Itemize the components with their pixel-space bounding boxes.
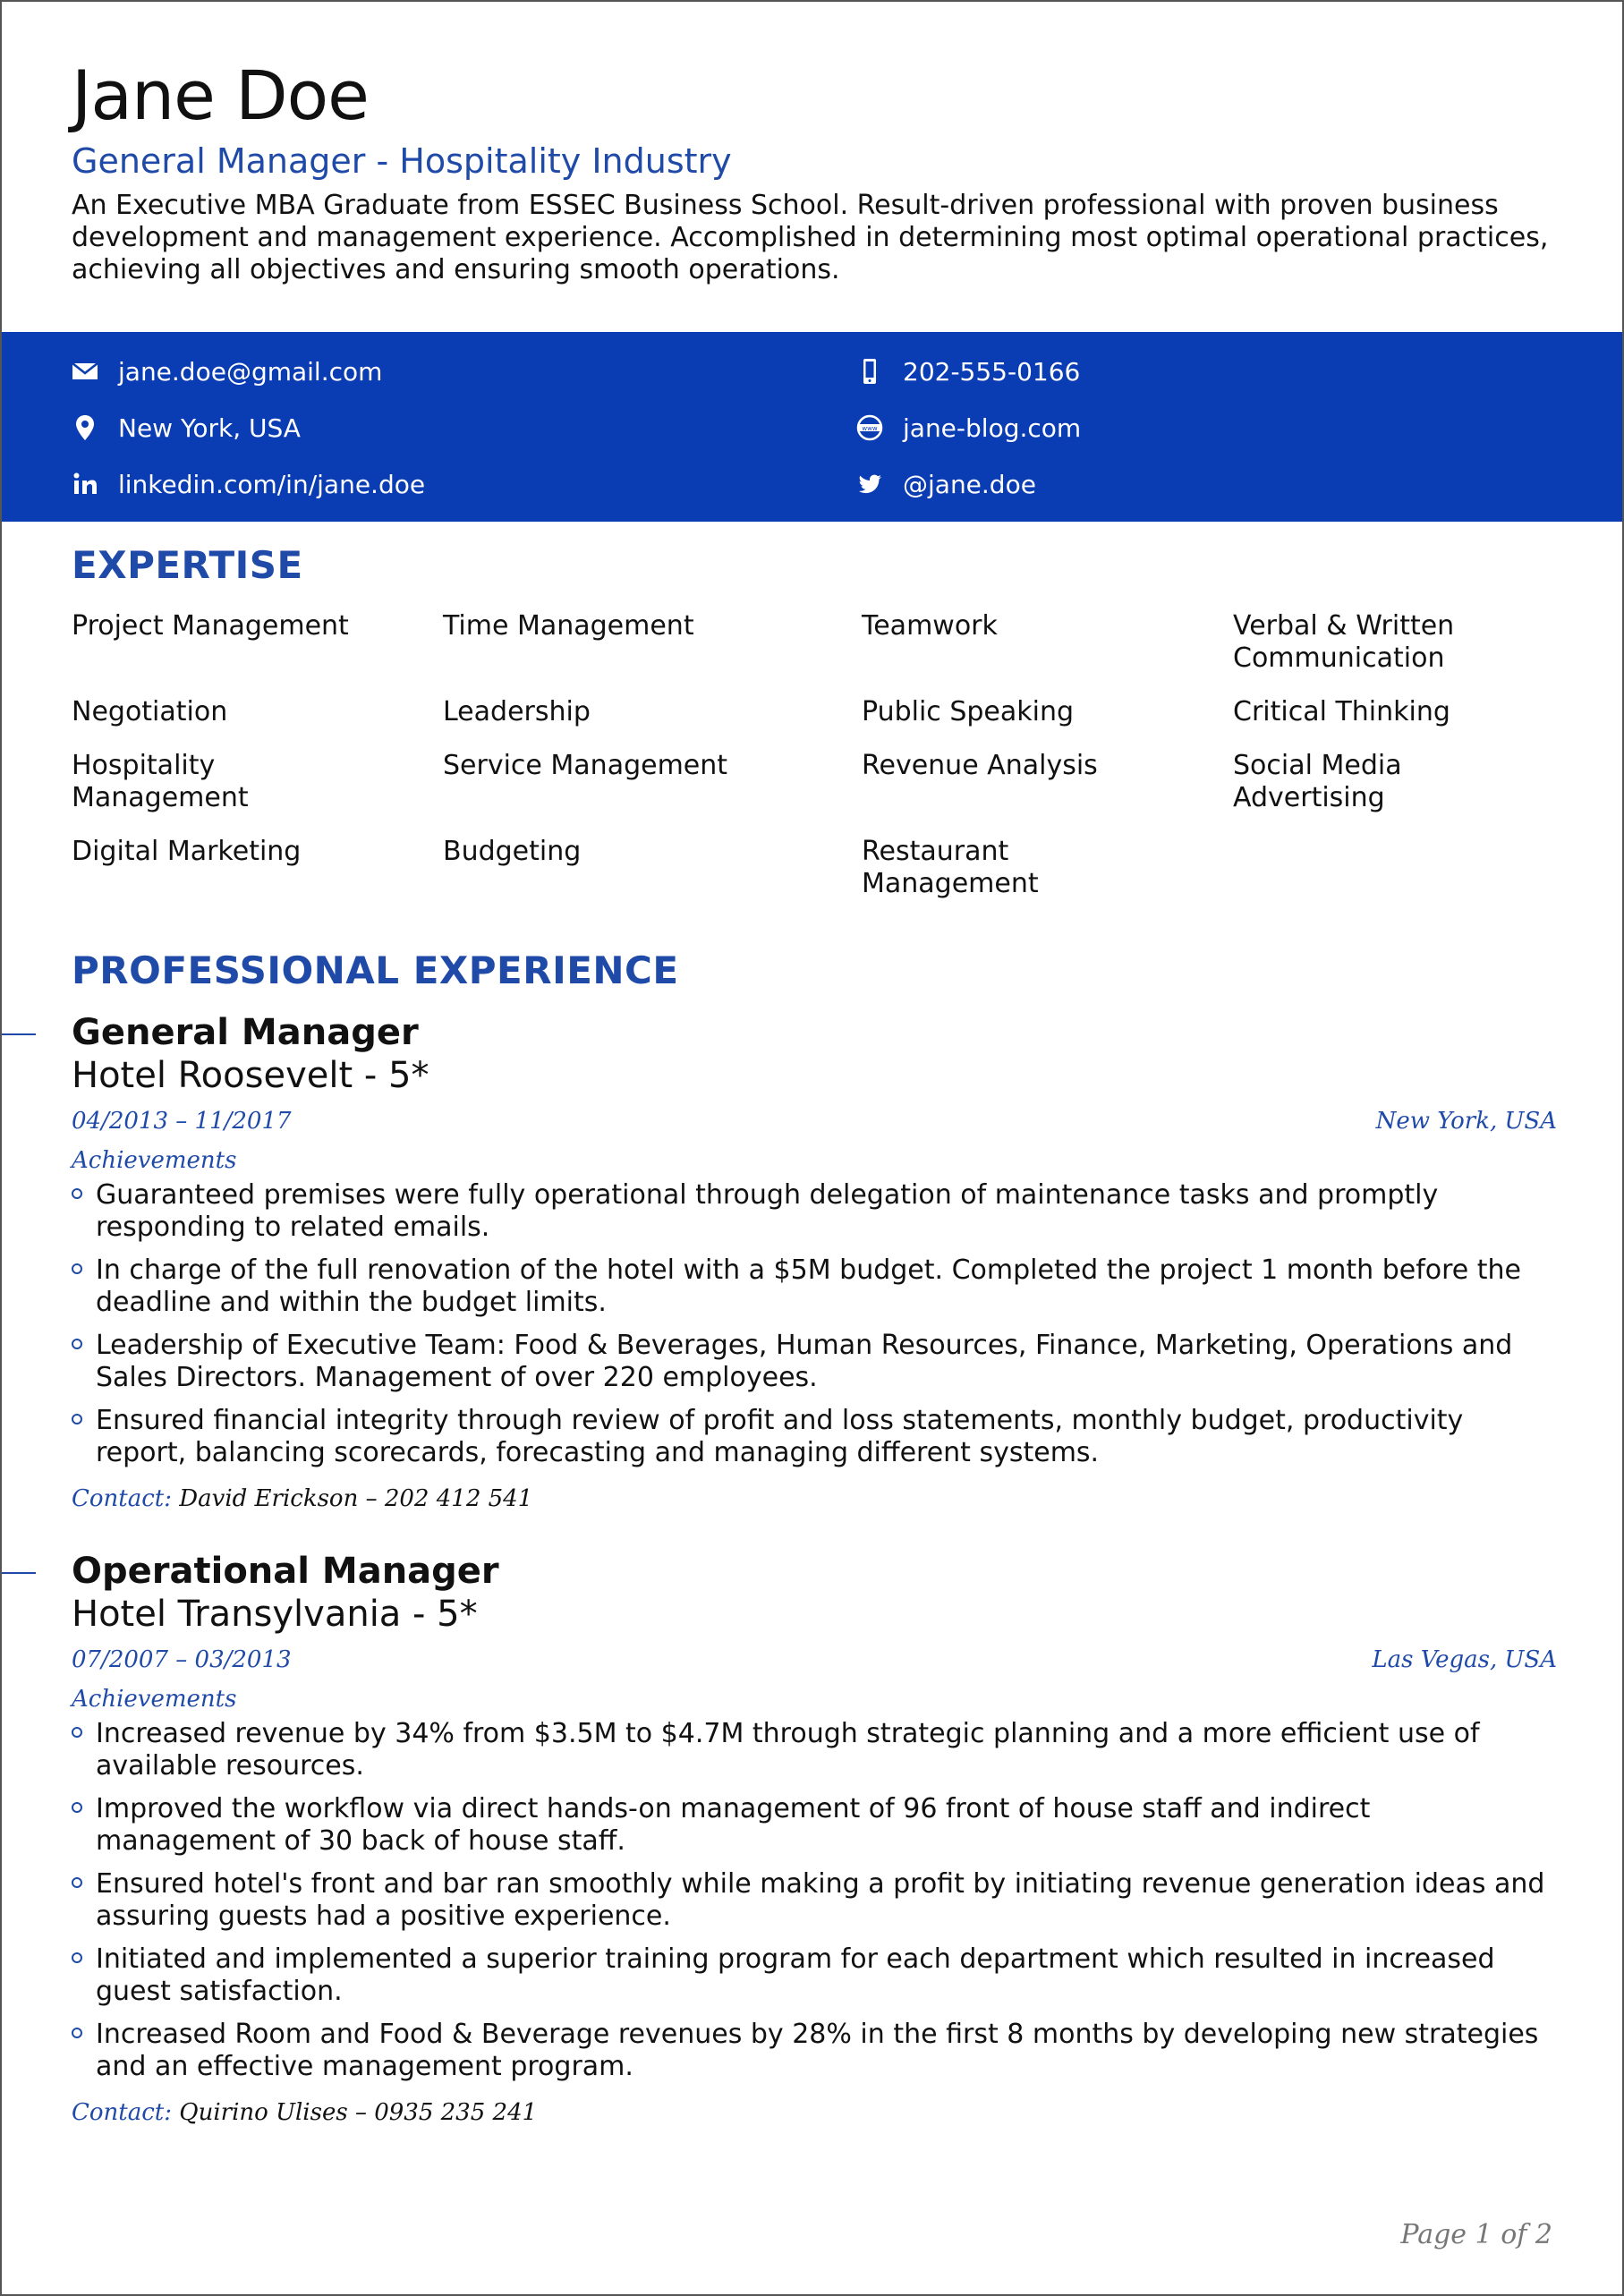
globe-icon xyxy=(856,414,883,441)
contact-bar xyxy=(2,332,1622,522)
achievement-item: Ensured hotel's front and bar ran smoothly while making a profit by initiating revenue generation ideas and assuring guests had a positive experience. xyxy=(72,1868,1557,1933)
achievements-list xyxy=(72,1179,1557,1469)
website-text: jane-blog.com xyxy=(903,412,1082,443)
contact-website[interactable] xyxy=(856,410,1081,446)
skill-item: Restaurant Management xyxy=(862,836,1039,899)
candidate-title: General Manager - Hospitality Industry xyxy=(72,141,732,181)
reference-value: Quirino Ulises – 0935 235 241 xyxy=(179,2099,538,2126)
job-entry xyxy=(72,1011,1557,1512)
job-reference xyxy=(72,1485,1557,1512)
job-reference xyxy=(72,2099,1557,2126)
achievement-item: In charge of the full renovation of the hotel with a $5M budget. Completed the project 1 month before the deadline and within the budget limits. xyxy=(72,1254,1557,1319)
skill-item: Verbal & Written Communication xyxy=(1233,610,1455,674)
skill-item: Budgeting xyxy=(443,836,582,867)
job-location: New York, USA xyxy=(1375,1108,1557,1135)
achievement-item: Leadership of Executive Team: Food & Beverages, Human Resources, Finance, Marketing, Operations and Sales Directors. Management of over 220 employees. xyxy=(72,1330,1557,1394)
achievement-item: Guaranteed premises were fully operational through delegation of maintenance tasks and promptly responding to related emails. xyxy=(72,1179,1557,1244)
skill-item: Digital Marketing xyxy=(72,836,302,867)
job-meta xyxy=(72,1646,1557,1677)
linkedin-text: linkedin.com/in/jane.doe xyxy=(118,469,426,499)
skill-item: Leadership xyxy=(443,696,591,727)
job-meta xyxy=(72,1108,1557,1138)
experience-heading: PROFESSIONAL EXPERIENCE xyxy=(72,948,679,992)
skill-item: Teamwork xyxy=(862,610,998,642)
skill-item: Critical Thinking xyxy=(1233,696,1450,727)
achievements-label: Achievements xyxy=(72,1147,237,1174)
email-text: jane.doe@gmail.com xyxy=(118,356,383,387)
contact-email[interactable] xyxy=(72,353,382,389)
job-dates: 04/2013 – 11/2017 xyxy=(72,1108,292,1135)
skill-item: Project Management xyxy=(72,610,349,642)
expertise-heading: EXPERTISE xyxy=(72,543,303,587)
location-text: New York, USA xyxy=(118,412,301,443)
phone-icon xyxy=(856,358,883,385)
contact-linkedin[interactable] xyxy=(72,466,425,502)
job-company: Hotel Transylvania - 5* xyxy=(72,1594,478,1635)
achievement-item: Increased Room and Food & Beverage revenues by 28% in the first 8 months by developing new strategies and an effective management program. xyxy=(72,2019,1557,2083)
linkedin-icon xyxy=(72,471,98,497)
envelope-icon xyxy=(72,358,98,385)
contact-location xyxy=(72,410,301,446)
reference-value: David Erickson – 202 412 541 xyxy=(179,1485,533,1512)
skill-item: Time Management xyxy=(443,610,694,642)
page-number: Page 1 of 2 xyxy=(1400,2219,1552,2250)
twitter-text: @jane.doe xyxy=(903,469,1036,499)
svg-text:www: www xyxy=(862,425,878,432)
job-company: Hotel Roosevelt - 5* xyxy=(72,1055,429,1096)
job-title: General Manager xyxy=(72,1012,419,1053)
skill-item: Negotiation xyxy=(72,696,228,727)
reference-label: Contact: xyxy=(72,2099,173,2126)
job-marker xyxy=(2,1033,36,1035)
candidate-name: Jane Doe xyxy=(72,55,369,135)
resume-header xyxy=(72,55,1557,286)
achievement-item: Increased revenue by 34% from $3.5M to $4.7M through strategic planning and a more efficient use of available resources. xyxy=(72,1718,1557,1782)
summary: An Executive MBA Graduate from ESSEC Business School. Result-driven professional with proven business development and management experience. Accomplished in determining most optimal operational practices, achieving all objectives and ensuring smooth operations. xyxy=(72,190,1549,285)
achievement-item: Initiated and implemented a superior training program for each department which resulted in increased guest satisfaction. xyxy=(72,1943,1557,2008)
achievements-list xyxy=(72,1718,1557,2083)
skill-item: Social Media Advertising xyxy=(1233,750,1402,813)
achievement-item: Ensured financial integrity through review of profit and loss statements, monthly budget, productivity report, balancing scorecards, forecasting and managing different systems. xyxy=(72,1405,1557,1469)
reference-label: Contact: xyxy=(72,1485,173,1512)
phone-text: 202-555-0166 xyxy=(903,356,1081,387)
skill-item: Revenue Analysis xyxy=(862,750,1098,781)
location-pin-icon xyxy=(72,414,98,441)
achievement-item: Improved the workflow via direct hands-on management of 96 front of house staff and indirect management of 30 back of house staff. xyxy=(72,1793,1557,1858)
contact-phone[interactable] xyxy=(856,353,1080,389)
achievements-label: Achievements xyxy=(72,1686,237,1713)
skill-item: Public Speaking xyxy=(862,696,1075,727)
job-title: Operational Manager xyxy=(72,1551,499,1592)
contact-twitter[interactable] xyxy=(856,466,1036,502)
job-dates: 07/2007 – 03/2013 xyxy=(72,1646,292,1673)
skill-item: Service Management xyxy=(443,750,728,781)
job-location: Las Vegas, USA xyxy=(1372,1646,1557,1673)
skill-item: Hospitality Management xyxy=(72,750,249,813)
job-entry xyxy=(72,1550,1557,2126)
twitter-icon xyxy=(856,471,883,497)
job-marker xyxy=(2,1572,36,1574)
